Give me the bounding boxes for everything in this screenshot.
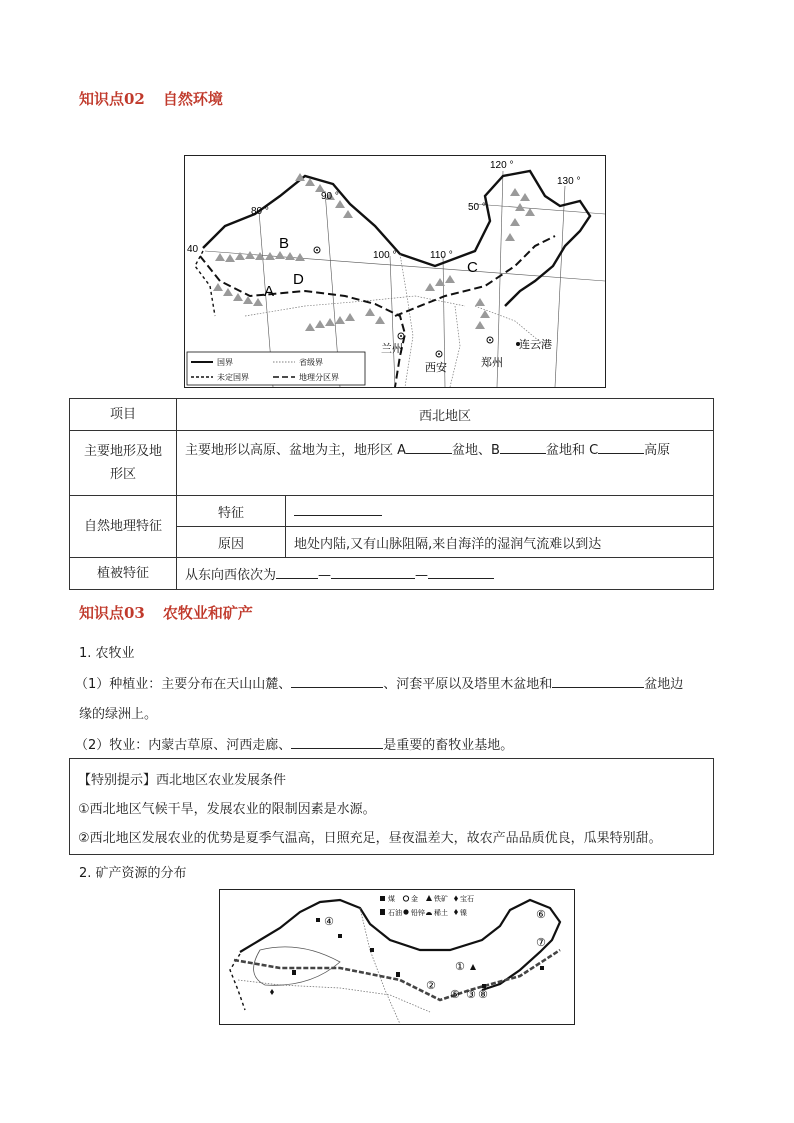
legend-iron: 铁矿 — [434, 896, 448, 903]
blank-veg-2[interactable] — [331, 565, 415, 579]
planting-text-2: 、河套平原以及塔里木盆地和 — [383, 677, 553, 692]
legend-gem: 宝石 — [460, 896, 474, 903]
table-row — [70, 399, 714, 431]
blank-basin-a[interactable] — [406, 440, 452, 454]
para-minerals: 2. 矿产资源的分布 — [79, 866, 187, 881]
location-3: ③ — [466, 989, 476, 1001]
legend-province-border: 省级界 — [299, 358, 323, 367]
section-heading-natural-environment — [79, 88, 223, 109]
blank-feature[interactable] — [294, 502, 382, 516]
lon-label-120: 120 ° — [490, 160, 514, 171]
dash-2: — — [415, 568, 429, 583]
special-tip-box — [69, 758, 714, 855]
blank-veg-3[interactable] — [428, 565, 494, 579]
mineral-legend — [380, 894, 474, 917]
legend-nickel: 镍 — [460, 910, 467, 917]
section-number: 知识点02 — [79, 90, 145, 108]
table-row — [70, 496, 714, 527]
lon-label-110: 110 ° — [430, 250, 453, 261]
legend-region-border: 地理分区界 — [299, 373, 339, 382]
pastoral-text-1: （2）牧业：内蒙古草原、河西走廊、 — [75, 738, 292, 753]
table-row — [70, 431, 714, 496]
section-title: 农牧业和矿产 — [162, 604, 253, 622]
reason-content: 地处内陆,又有山脉阻隔,来自海洋的湿润气流难以到达 — [286, 527, 714, 558]
section-heading-agriculture — [79, 602, 253, 623]
row-nature-label: 自然地理特征 — [70, 496, 177, 558]
sub-reason-label: 原因 — [177, 527, 286, 558]
legend-coal: 煤 — [388, 896, 395, 903]
lon-label-80: 80 ° — [251, 206, 269, 217]
location-8: ⑧ — [478, 989, 488, 1001]
region-letter-d: D — [293, 271, 304, 288]
blank-veg-1[interactable] — [276, 565, 318, 579]
mineral-locations — [324, 909, 546, 1001]
city-zhengzhou: 郑州 — [481, 357, 503, 369]
section-number: 知识点03 — [79, 604, 145, 622]
region-letter-b: B — [279, 235, 290, 252]
row-vegetation-label: 植被特征 — [70, 558, 177, 590]
lat-label-40: 40 — [187, 244, 199, 255]
terrain-text-4: 高原 — [644, 443, 671, 458]
location-2: ② — [426, 980, 436, 992]
legend-national-border: 国界 — [217, 358, 233, 367]
header-item: 项目 — [70, 399, 177, 431]
sub-feature-label: 特征 — [177, 496, 286, 527]
table-row — [70, 558, 714, 590]
terrain-text-1: 主要地形以高原、盆地为主，地形区 A — [185, 443, 407, 458]
planting-text-3: 盆地边 — [644, 677, 684, 692]
section-title: 自然环境 — [162, 90, 223, 108]
row-terrain-label: 主要地形及地形区 — [70, 431, 177, 496]
mineral-resources-map — [219, 889, 575, 1025]
vegetation-content — [177, 558, 714, 590]
blank-planting-2[interactable] — [552, 674, 644, 688]
tip-line-2: ②西北地区发展农业的优势是夏季气温高，日照充足，昼夜温差大，故农产品品质优良，瓜果特别甜。 — [78, 831, 662, 846]
location-5: ⑤ — [450, 989, 460, 1001]
blank-plateau-c[interactable] — [598, 440, 644, 454]
row-terrain-content — [177, 431, 714, 496]
header-northwest: 西北地区 — [177, 399, 714, 431]
lon-label-90: 90 ° — [321, 191, 339, 202]
blank-planting-1[interactable] — [291, 674, 383, 688]
terrain-text-2: 盆地、B — [452, 443, 500, 458]
location-4: ④ — [324, 916, 334, 928]
terrain-text-3: 盆地和 C — [545, 443, 599, 458]
northwest-region-table — [69, 398, 714, 590]
city-xian: 西安 — [425, 362, 447, 374]
feature-content — [286, 496, 714, 527]
location-1: ① — [455, 961, 465, 973]
lon-label-100: 100 ° — [373, 250, 397, 261]
tip-title: 【特别提示】西北地区农业发展条件 — [78, 773, 287, 788]
city-lanzhou: 兰州 — [381, 343, 403, 355]
location-7: ⑦ — [536, 937, 546, 949]
dash-1: — — [318, 568, 332, 583]
legend-oil: 石油 — [388, 910, 402, 917]
lon-label-130: 130 ° — [557, 176, 581, 187]
blank-pastoral[interactable] — [291, 735, 383, 749]
location-6: ⑥ — [536, 909, 546, 921]
para-planting-cont: 缘的绿洲上。 — [79, 707, 158, 722]
region-letter-c: C — [467, 259, 478, 276]
legend-undetermined-border: 未定国界 — [217, 373, 249, 382]
legend-lead-zinc: 铅锌 — [411, 910, 425, 917]
para-pastoral — [75, 734, 513, 753]
vegetation-text: 从东向西依次为 — [185, 568, 277, 583]
northwest-region-map — [184, 155, 606, 388]
capital-markers — [314, 247, 520, 357]
legend-gold: 金 — [411, 896, 418, 903]
lat-label-50: 50 ° — [468, 202, 486, 213]
region-letter-a: A — [264, 283, 275, 300]
pastoral-text-2: 是重要的畜牧业基地。 — [383, 738, 514, 753]
planting-text-1: （1）种植业：主要分布在天山山麓、 — [75, 677, 292, 692]
para-planting — [75, 673, 683, 692]
blank-basin-b[interactable] — [500, 440, 546, 454]
para-agriculture: 1. 农牧业 — [79, 646, 135, 661]
tip-line-1: ①西北地区气候干旱，发展农业的限制因素是水源。 — [78, 802, 376, 817]
city-lianyungang: 连云港 — [519, 339, 552, 351]
legend-rare-earth: 稀土 — [434, 910, 448, 917]
